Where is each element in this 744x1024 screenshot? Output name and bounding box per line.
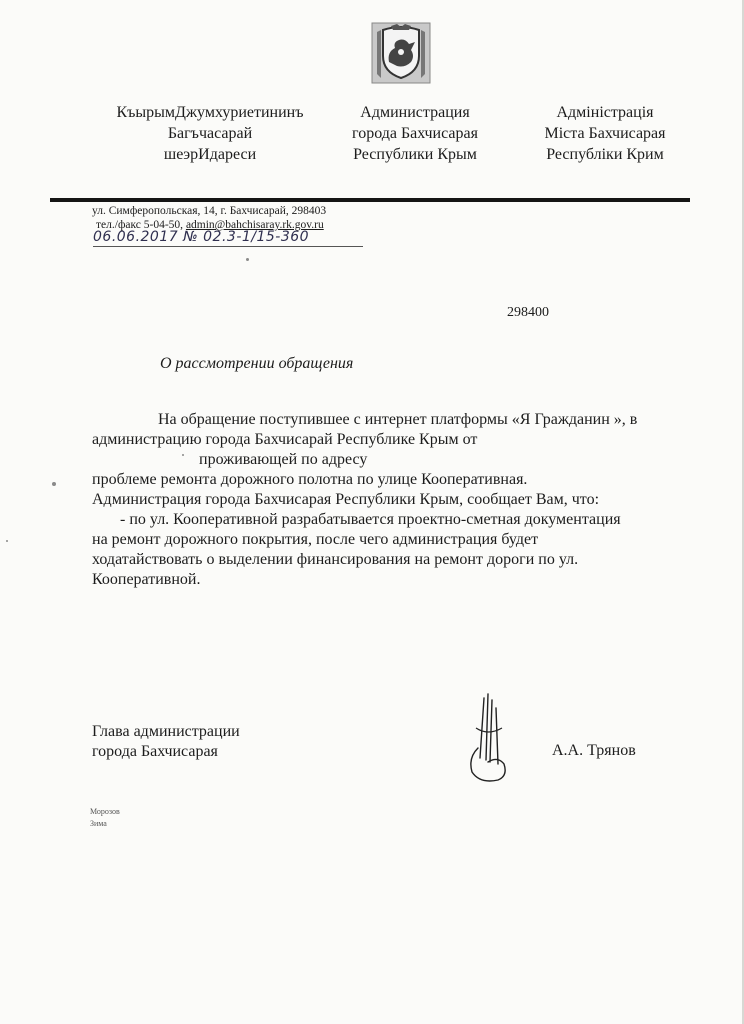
body-line-2: администрацию города Бахчисарай Республике Крым от — [92, 431, 478, 448]
header-center-line-1: Администрация — [360, 104, 470, 121]
executors — [90, 806, 120, 830]
scan-speck — [6, 540, 8, 542]
date-underline — [93, 246, 363, 247]
signatory-name: А.А. Трянов — [552, 742, 636, 759]
email-link[interactable]: admin@bahchisaray.rk.gov.ru — [185, 219, 324, 231]
crimea-coat-of-arms-icon — [371, 22, 431, 84]
outgoing-date: 06.06.2017 — [93, 229, 179, 245]
body-line-3: проживающей по адресу — [199, 451, 368, 468]
body-line-6: - по ул. Кооперативной разрабатывается проектно-сметная документация — [120, 511, 621, 528]
body-line-5: Администрация города Бахчисарая Республики Крым, сообщает Вам, что: — [92, 491, 600, 508]
outgoing-number: 02.3-1/15-360 — [203, 229, 310, 245]
header-divider — [50, 198, 690, 202]
header-center-line-2: города Бахчисарая — [352, 125, 478, 142]
signatory-title-line-1: Глава администрации — [92, 723, 240, 740]
scan-speck — [246, 258, 249, 261]
body-line-9: Кооперативной. — [92, 571, 201, 588]
header-russian — [330, 102, 500, 165]
header-ukrainian — [530, 102, 680, 165]
signatory-title-line-2: города Бахчисарая — [92, 743, 218, 760]
handwritten-signature — [458, 688, 518, 788]
header-left-line-1: КъырымДжумхуриетининъ — [116, 104, 304, 121]
executor-1: Морозов — [90, 807, 120, 816]
header-right-line-2: Міста Бахчисарая — [544, 125, 666, 142]
handwritten-date-number — [93, 229, 309, 245]
address-line: ул. Симферопольская, 14, г. Бахчисарай, 298403 — [92, 205, 327, 217]
recipient-postal-code: 298400 — [507, 305, 549, 320]
header-center-line-3: Республики Крым — [353, 146, 477, 163]
body-line-8: ходатайствовать о выделении финансирования на ремонт дороги по ул. — [92, 551, 579, 568]
body-line-4: проблеме ремонта дорожного полотна по улице Кооперативная. — [92, 471, 528, 488]
header-right-line-3: Республіки Крим — [546, 146, 664, 163]
header-crimean-tatar — [92, 102, 328, 165]
body-line-7: на ремонт дорожного покрытия, после чего администрация будет — [92, 531, 539, 548]
signatory-title — [92, 722, 240, 762]
header-right-line-1: Адміністрація — [556, 104, 654, 121]
header-left-line-2: Багъчасарай — [167, 125, 253, 142]
letter-body — [92, 410, 688, 590]
body-line-1: На обращение поступившее с интернет платформы «Я Гражданин », в — [158, 411, 638, 428]
phone-fax: тел./факс 5-04-50, — [96, 219, 186, 231]
scan-speck — [52, 482, 56, 486]
letter-subject: О рассмотрении обращения — [160, 355, 354, 372]
number-sign: № — [183, 229, 199, 245]
executor-2: Зима — [90, 819, 107, 828]
header-left-line-3: шеэрИдареси — [163, 146, 257, 163]
